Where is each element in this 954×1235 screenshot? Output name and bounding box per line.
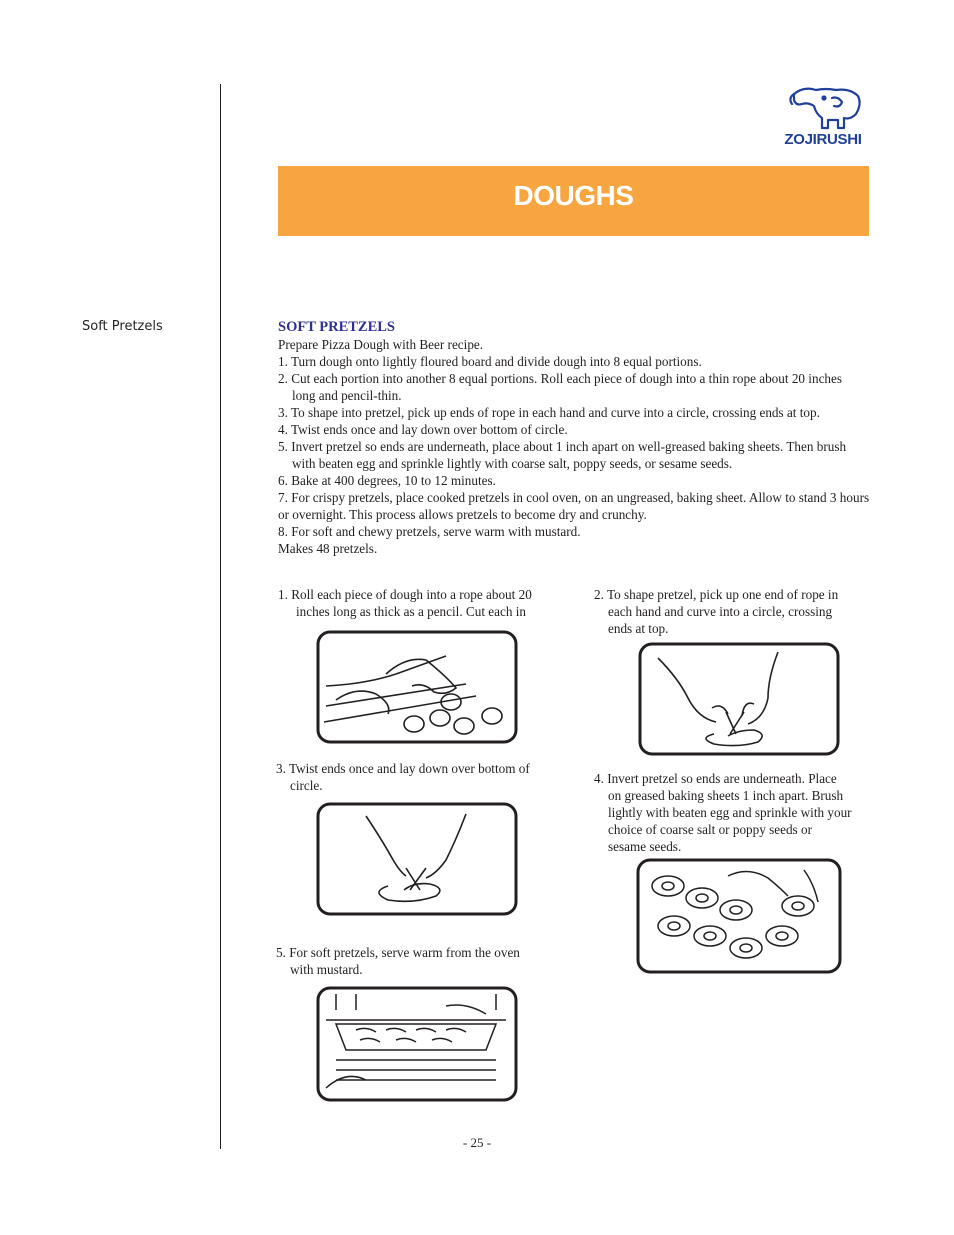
shaping-pretzel-illustration: [618, 638, 852, 762]
illustration-caption: 2. To shape pretzel, pick up one end of rope in each hand and curve into a circle, crossing ends at top.: [594, 587, 839, 636]
rolling-dough-illustration: [296, 626, 528, 758]
recipe-step: 8. For soft and chewy pretzels, serve warm with mustard.: [278, 524, 581, 539]
twisting-pretzel-illustration: [296, 796, 530, 922]
sidebar-label: Soft Pretzels: [82, 319, 163, 334]
illustration-caption: 5. For soft pretzels, serve warm from the oven with mustard.: [276, 945, 520, 977]
recipe-step: 1. Turn dough onto lightly floured board and divide dough into 8 equal portions.: [278, 354, 702, 369]
illustration-caption: 1. Roll each piece of dough into a rope about 20 inches long as thick as a pencil. Cut each in: [278, 587, 532, 619]
brand-logo-text: ZOJIRUSHI: [784, 131, 862, 148]
recipe-step: 3. To shape into pretzel, pick up ends of rope in each hand and curve into a circle, crossing ends at top.: [278, 405, 820, 420]
recipe-step: 5. Invert pretzel so ends are underneath, place about 1 inch apart on well-greased baking sheets. Then brush with beaten egg and sprinkle lightly with coarse salt, poppy seeds, or sesame seeds.: [278, 439, 847, 471]
recipe-title: SOFT PRETZELS: [278, 319, 395, 335]
baking-sheet-illustration: [618, 856, 854, 986]
section-title: DOUGHS: [513, 180, 634, 211]
recipe-step: 4. Twist ends once and lay down over bottom of circle.: [278, 422, 568, 437]
recipe-step: 6. Bake at 400 degrees, 10 to 12 minutes.: [278, 473, 496, 488]
illustration-caption: 4. Invert pretzel so ends are underneath. Place on greased baking sheets 1 inch apart. Brush lightly with beaten egg and sprinkle with your choice of coarse salt or poppy seeds or sesame seeds.: [594, 771, 852, 854]
recipe-step: 7. For crispy pretzels, place cooked pretzels in cool oven, on an ungreased, baking sheet. Allow to stand 3 hours or overnight. This process allows pretzels to become dry and crunchy.: [278, 490, 870, 522]
recipe-yield: Makes 48 pretzels.: [278, 541, 378, 556]
oven-illustration: [296, 980, 530, 1112]
recipe-intro: Prepare Pizza Dough with Beer recipe.: [278, 337, 484, 352]
recipe-step: 2. Cut each portion into another 8 equal portions. Roll each piece of dough into a thin rope about 20 inches long and pencil-thin.: [278, 371, 842, 403]
recipe-block: [278, 318, 873, 557]
illustration-caption: 3. Twist ends once and lay down over bottom of circle.: [276, 761, 530, 793]
margin-rule: [220, 84, 221, 1149]
page-number: - 25 -: [462, 1135, 492, 1150]
section-banner: [278, 166, 869, 236]
